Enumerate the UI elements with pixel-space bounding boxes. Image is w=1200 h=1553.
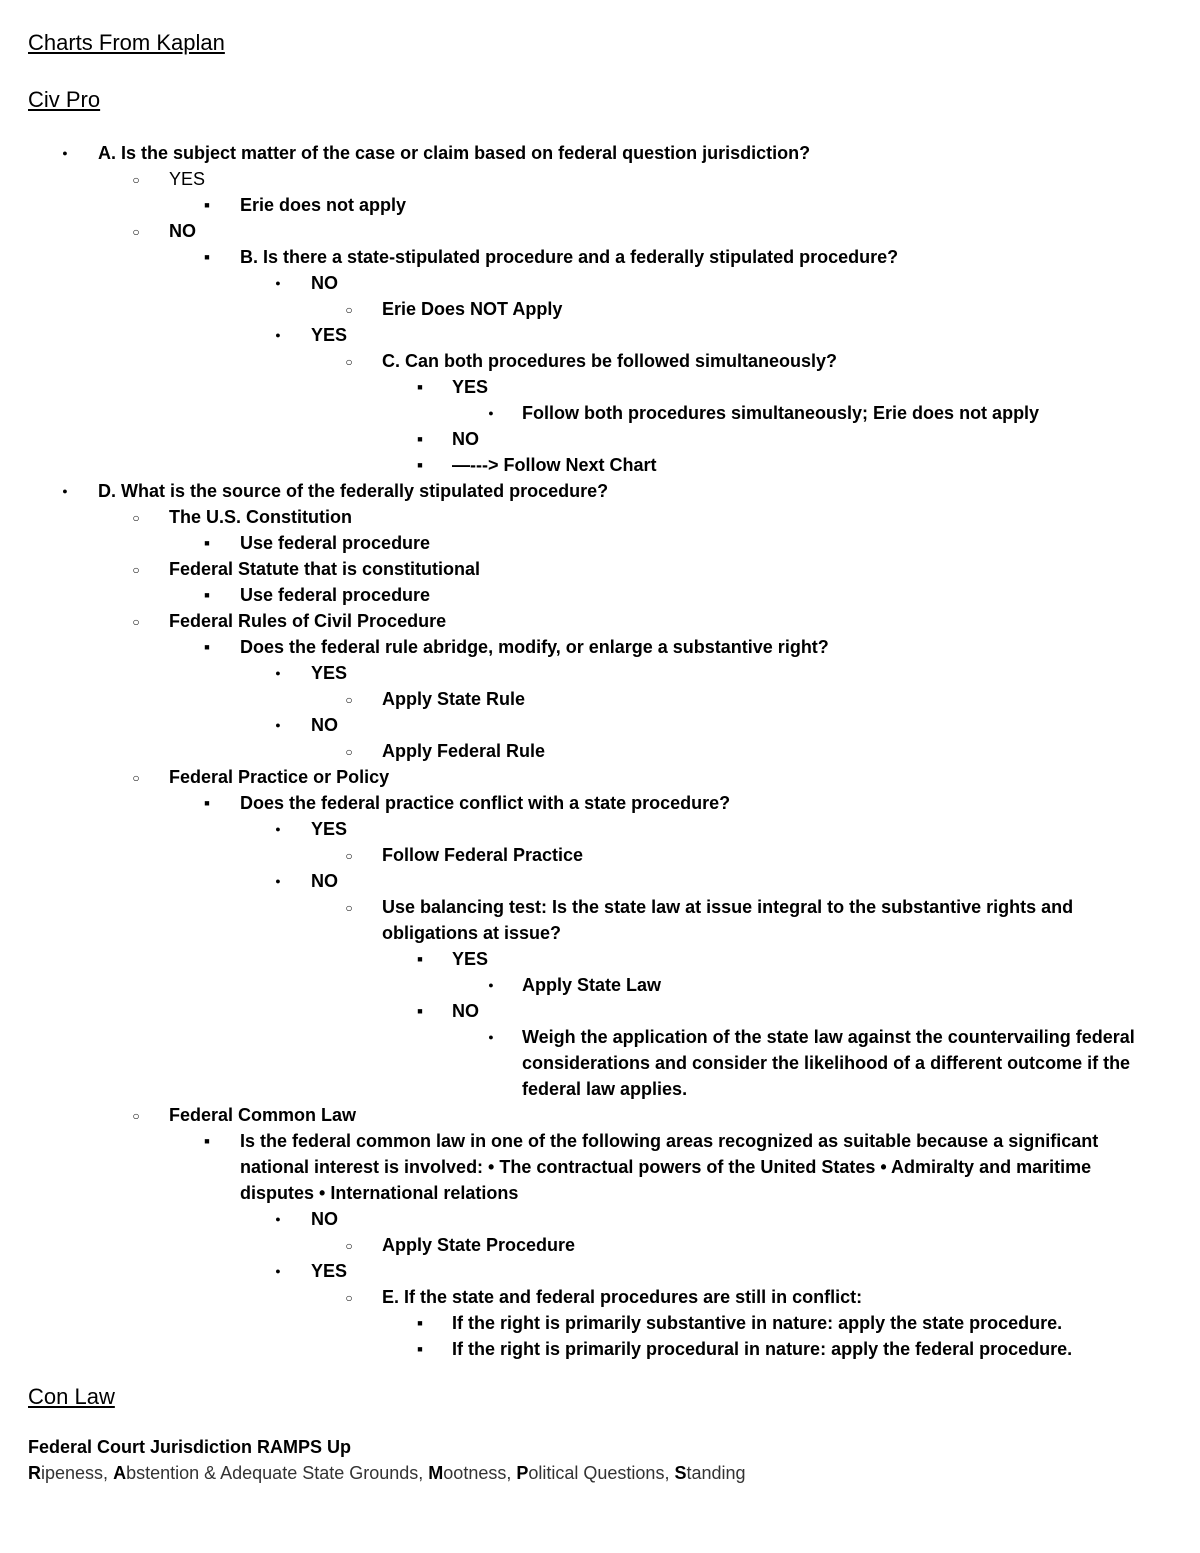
outline-item	[0, 270, 1200, 296]
outline-item	[0, 1206, 1200, 1232]
outline-item	[0, 166, 1200, 192]
circle-bullet-icon	[342, 1284, 356, 1312]
outline-item	[0, 842, 1200, 868]
disc-bullet-icon	[484, 972, 498, 1001]
outline-item	[0, 1128, 1200, 1206]
ramps-rest: bstention & Adequate State Grounds	[126, 1463, 419, 1483]
outline-item	[0, 426, 1200, 452]
section-heading-civ-pro: Civ Pro	[28, 87, 101, 112]
square-bullet-icon	[413, 1310, 427, 1339]
disc-bullet-icon	[484, 1024, 498, 1053]
outline-item-text: Apply State Law	[522, 975, 662, 995]
document-title: Charts From Kaplan	[28, 30, 225, 55]
circle-bullet-icon	[342, 1232, 356, 1260]
disc-bullet-icon	[58, 478, 72, 507]
outline-item-text: Weigh the application of the state law against the countervailing federal considerations and consider the likelihood of a different outcome if the federal law applies.	[522, 1027, 1135, 1099]
outline-item	[0, 634, 1200, 660]
outline-item	[0, 972, 1200, 998]
ramps-rest: tanding	[686, 1463, 746, 1483]
square-bullet-icon	[413, 946, 427, 975]
square-bullet-icon	[200, 582, 214, 611]
disc-bullet-icon	[271, 660, 285, 689]
outline-item-text: NO	[311, 715, 338, 735]
square-bullet-icon	[413, 374, 427, 403]
outline-item	[0, 738, 1200, 764]
outline-item	[0, 1284, 1200, 1310]
outline-item	[0, 1024, 1200, 1102]
disc-bullet-icon	[271, 816, 285, 845]
section-heading-con-law: Con Law	[28, 1384, 115, 1409]
disc-bullet-icon	[271, 868, 285, 897]
outline-item	[0, 868, 1200, 894]
outline-item-text: Follow both procedures simultaneously; Erie does not apply	[522, 403, 1040, 423]
outline-item-text: Federal Statute that is constitutional	[169, 559, 481, 579]
outline-item-text: If the right is primarily substantive in nature: apply the state procedure.	[452, 1313, 1063, 1333]
square-bullet-icon	[200, 1128, 214, 1157]
outline-item	[0, 712, 1200, 738]
circle-bullet-icon	[129, 764, 143, 792]
outline-item-text: Apply State Rule	[382, 689, 526, 709]
outline-item-text: NO	[311, 273, 338, 293]
outline-item-text: C. Can both procedures be followed simultaneously?	[382, 351, 838, 371]
circle-bullet-icon	[342, 296, 356, 324]
outline-item-text: NO	[452, 429, 479, 449]
outline-item	[0, 894, 1200, 946]
outline-item	[0, 192, 1200, 218]
outline-item-text: YES	[311, 325, 348, 345]
outline-item	[0, 1232, 1200, 1258]
square-bullet-icon	[200, 244, 214, 273]
outline-item-text: Use federal procedure	[240, 533, 431, 553]
disc-bullet-icon	[271, 712, 285, 741]
circle-bullet-icon	[342, 738, 356, 766]
outline-item-text: YES	[169, 169, 206, 189]
outline-item-text: A. Is the subject matter of the case or claim based on federal question jurisdiction?	[98, 143, 811, 163]
ramps-item	[428, 1463, 506, 1483]
circle-bullet-icon	[342, 842, 356, 870]
square-bullet-icon	[413, 998, 427, 1027]
outline-item	[0, 452, 1200, 478]
outline-item-text: YES	[311, 819, 348, 839]
outline-item	[0, 348, 1200, 374]
outline-item-text: YES	[311, 1261, 348, 1281]
outline-item-text: If the right is primarily procedural in nature: apply the federal procedure.	[452, 1339, 1073, 1359]
outline-item-text: E. If the state and federal procedures are still in conflict:	[382, 1287, 863, 1307]
disc-bullet-icon	[271, 322, 285, 351]
outline-item-text: Use federal procedure	[240, 585, 431, 605]
disc-bullet-icon	[271, 1258, 285, 1287]
ramps-initial: P	[516, 1463, 529, 1483]
ramps-item	[516, 1463, 664, 1483]
ramps-initial: R	[28, 1463, 41, 1483]
circle-bullet-icon	[129, 504, 143, 532]
outline-item-text: Erie does not apply	[240, 195, 407, 215]
outline-item-text: Does the federal rule abridge, modify, or enlarge a substantive right?	[240, 637, 829, 657]
square-bullet-icon	[413, 452, 427, 481]
outline-item-text: YES	[452, 377, 489, 397]
outline-item-text: NO	[311, 1209, 338, 1229]
outline-item	[0, 530, 1200, 556]
outline-item	[0, 686, 1200, 712]
square-bullet-icon	[413, 426, 427, 455]
disc-bullet-icon	[271, 270, 285, 299]
square-bullet-icon	[200, 530, 214, 559]
square-bullet-icon	[200, 790, 214, 819]
outline-item-text: Use balancing test: Is the state law at issue integral to the substantive rights and obligations at issue?	[382, 897, 1074, 943]
outline-item-text: YES	[452, 949, 489, 969]
disc-bullet-icon	[484, 400, 498, 429]
outline-item-text: Federal Rules of Civil Procedure	[169, 611, 447, 631]
outline-item-text: YES	[311, 663, 348, 683]
outline-item-text: Is the federal common law in one of the following areas recognized as suitable because a significant national interest is involved: • The contractual powers of the United States • Admiralty and maritime disputes • International relations	[240, 1131, 1099, 1203]
square-bullet-icon	[200, 192, 214, 221]
ramps-initial: S	[674, 1463, 687, 1483]
ramps-initial: M	[428, 1463, 444, 1483]
circle-bullet-icon	[129, 608, 143, 636]
outline-item	[0, 998, 1200, 1024]
ramps-item	[674, 1463, 745, 1483]
outline-item-text: NO	[452, 1001, 479, 1021]
outline-item	[0, 1258, 1200, 1284]
ramps-list: Ripeness, Abstention & Adequate State Grounds, Mootness, Political Questions, Standing	[28, 1463, 746, 1483]
outline-item	[0, 946, 1200, 972]
outline-item-text: NO	[311, 871, 338, 891]
outline-item	[0, 296, 1200, 322]
outline-item	[0, 218, 1200, 244]
circle-bullet-icon	[342, 894, 356, 922]
circle-bullet-icon	[129, 1102, 143, 1130]
outline-item	[0, 504, 1200, 530]
civ-pro-outline	[0, 140, 1200, 1362]
outline-item	[0, 1102, 1200, 1128]
outline-item	[0, 478, 1200, 504]
ramps-item	[113, 1463, 418, 1483]
outline-item-text: B. Is there a state-stipulated procedure and a federally stipulated procedure?	[240, 247, 899, 267]
outline-item-text: Follow Federal Practice	[382, 845, 584, 865]
outline-item	[0, 322, 1200, 348]
outline-item-text: D. What is the source of the federally stipulated procedure?	[98, 481, 609, 501]
outline-item-text: Apply State Procedure	[382, 1235, 576, 1255]
circle-bullet-icon	[342, 348, 356, 376]
outline-item-text: Erie Does NOT Apply	[382, 299, 563, 319]
circle-bullet-icon	[342, 686, 356, 714]
outline-item	[0, 1336, 1200, 1362]
outline-item	[0, 816, 1200, 842]
outline-item	[0, 556, 1200, 582]
outline-item	[0, 244, 1200, 270]
square-bullet-icon	[200, 634, 214, 663]
ramps-rest: ootness	[443, 1463, 507, 1483]
outline-item	[0, 790, 1200, 816]
square-bullet-icon	[413, 1336, 427, 1365]
outline-item	[0, 764, 1200, 790]
outline-item-text: Apply Federal Rule	[382, 741, 546, 761]
outline-item	[0, 582, 1200, 608]
circle-bullet-icon	[129, 218, 143, 246]
circle-bullet-icon	[129, 166, 143, 194]
ramps-initial: A	[113, 1463, 127, 1483]
outline-item	[0, 400, 1200, 426]
outline-item	[0, 1310, 1200, 1336]
outline-item	[0, 608, 1200, 634]
circle-bullet-icon	[129, 556, 143, 584]
ramps-subheading: Federal Court Jurisdiction RAMPS Up	[28, 1437, 352, 1457]
outline-item	[0, 660, 1200, 686]
outline-item-text: Does the federal practice conflict with a state procedure?	[240, 793, 731, 813]
outline-item-text: —---> Follow Next Chart	[452, 455, 657, 475]
outline-item-text: Federal Common Law	[169, 1105, 357, 1125]
outline-item-text: NO	[169, 221, 196, 241]
outline-item-text: The U.S. Constitution	[169, 507, 352, 527]
ramps-item	[28, 1463, 103, 1483]
disc-bullet-icon	[271, 1206, 285, 1235]
outline-item	[0, 140, 1200, 166]
disc-bullet-icon	[58, 140, 72, 169]
ramps-rest: olitical Questions	[528, 1463, 665, 1483]
outline-item	[0, 374, 1200, 400]
outline-item-text: Federal Practice or Policy	[169, 767, 390, 787]
ramps-rest: ipeness	[41, 1463, 104, 1483]
